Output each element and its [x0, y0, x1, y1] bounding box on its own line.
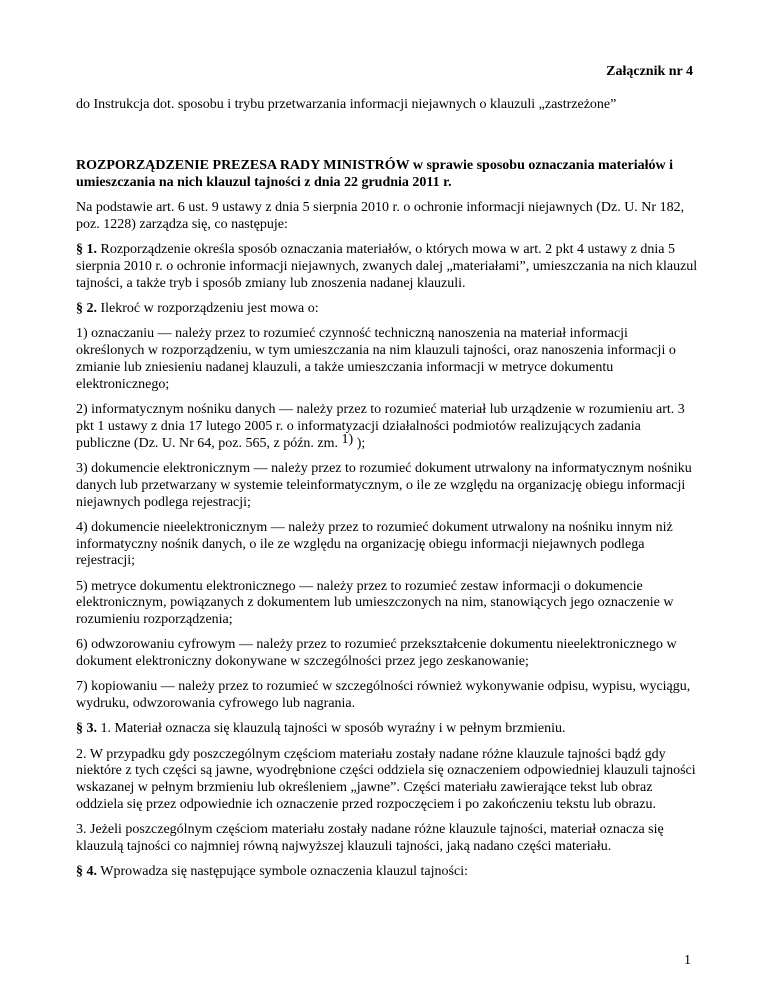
definition-item: 5) metryce dokumentu elektronicznego — należy przez to rozumieć zestaw informacji o dokumencie elektronicznym, powiązanych z dokumentem lub umieszczonych na nim, stanowiących jego oznaczenie w rozumieniu rozporządzenia; — [76, 578, 674, 628]
definition-item: 7) kopiowaniu — należy przez to rozumieć w szczególności również wykonywanie odpisu, wypisu, wyciągu, wydruku, odwzorowania cyfrowego lub nagrania. — [76, 679, 691, 712]
section-2 — [76, 301, 698, 318]
section-3 — [76, 721, 698, 738]
definition-item: 3) dokumencie elektronicznym — należy przez to rozumieć dokument utrwalony na informatycznym nośniku danych lub przetwarzany w systemie teleinformatycznym, o ile ze względu na organizację obiegu informacji niejawnych podlega rejestracji; — [76, 460, 692, 510]
section-1-text: Rozporządzenie określa sposób oznaczania materiałów, o których mowa w art. 2 pkt 4 ustawy z dnia 5 sierpnia 2010 r. o ochronie informacji niejawnych, zwanych dalej „materiałami”, umieszczania na nich klauzul tajności, a także tryb i sposób zmiany lub znoszenia nadanej klauzuli. — [76, 242, 698, 291]
section-1-mark: § 1. — [76, 242, 97, 257]
page-number: 1 — [684, 953, 691, 968]
section-3-paragraph-2: 2. W przypadku gdy poszczególnym częściom materiału zostały nadane różne klauzule tajności bądź gdy niektóre z tych części są jawne, wyodrębnione części oddziela się oznaczeniem odpowiedniej klauzuli tajności wskazanej w pełnym brzmieniu lub określeniem „jawne”. Części materiału zawierające tekst lub obraz oddziela się przez odpowiednie ich oznaczenie przed rozpoczęciem i po zakończeniu tekstu lub obrazu. — [76, 746, 696, 813]
section-3-mark: § 3. — [76, 721, 97, 737]
intro-paragraph: Na podstawie art. 6 ust. 9 ustawy z dnia 5 sierpnia 2010 r. o ochronie informacji niejawnych (Dz. U. Nr 182, poz. 1228) zarządza się, co następuje: — [76, 200, 685, 232]
section-4-mark: § 4. — [76, 864, 97, 880]
regulation-heading: ROZPORZĄDZENIE PREZESA RADY MINISTRÓW w sprawie sposobu oznaczania materiałów i umieszczania na nich klauzul tajności z dnia 22 grudnia 2011 r. — [76, 158, 673, 190]
section-2-mark: § 2. — [76, 300, 97, 316]
section-1 — [76, 242, 698, 293]
definition-item: 1) oznaczaniu — należy przez to rozumieć czynność techniczną nanoszenia na materiał informacji określonych w rozporządzeniu, w tym umieszczania na nim klauzuli tajności, oraz nanoszenia informacji o zmianie lub zniesieniu nadanej klauzuli, a także umieszczania informacji w metryce dokumentu elektronicznego; — [76, 326, 676, 392]
section-4-text: Wprowadza się następujące symbole oznaczenia klauzul tajności: — [97, 864, 468, 880]
definition-item: 2) informatycznym nośniku danych — należy przez to rozumieć materiał lub urządzenie w rozumieniu art. 3 pkt 1 ustawy z dnia 17 lutego 2005 r. o informatyzacji działalności podmiotów realizujących zadania publiczne (Dz. U. Nr 64, poz. 565, z późn. zm. 1) ); — [76, 401, 685, 451]
section-4 — [76, 864, 698, 881]
document-subtitle: do Instrukcja dot. sposobu i trybu przetwarzania informacji niejawnych o klauzuli „zastrzeżone” — [76, 97, 617, 112]
definition-item: 6) odwzorowaniu cyfrowym — należy przez to rozumieć przekształcenie dokumentu nieelektronicznego w dokument elektroniczny dokonywane w szczególności przez jego zeskanowanie; — [76, 637, 677, 670]
definition-item: 4) dokumencie nieelektronicznym — należy przez to rozumieć dokument utrwalony na nośniku innym niż informatyczny nośnik danych, o ile ze względu na organizację obiegu informacji niejawnych podlega rejestracji; — [76, 519, 673, 569]
document-body — [76, 158, 698, 889]
annex-label: Załącznik nr 4 — [606, 64, 693, 79]
section-2-text: Ilekroć w rozporządzeniu jest mowa o: — [97, 300, 319, 316]
section-3-text: 1. Materiał oznacza się klauzulą tajności w sposób wyraźny i w pełnym brzmieniu. — [97, 721, 566, 737]
section-3-paragraph-3: 3. Jeżeli poszczególnym częściom materiału zostały nadane różne klauzule tajności, materiał oznacza się klauzulą tajności co najmniej równą najwyższej klauzuli tajności, jaką nadano części materiału. — [76, 822, 664, 855]
footnote-marker: 1) — [341, 431, 354, 447]
